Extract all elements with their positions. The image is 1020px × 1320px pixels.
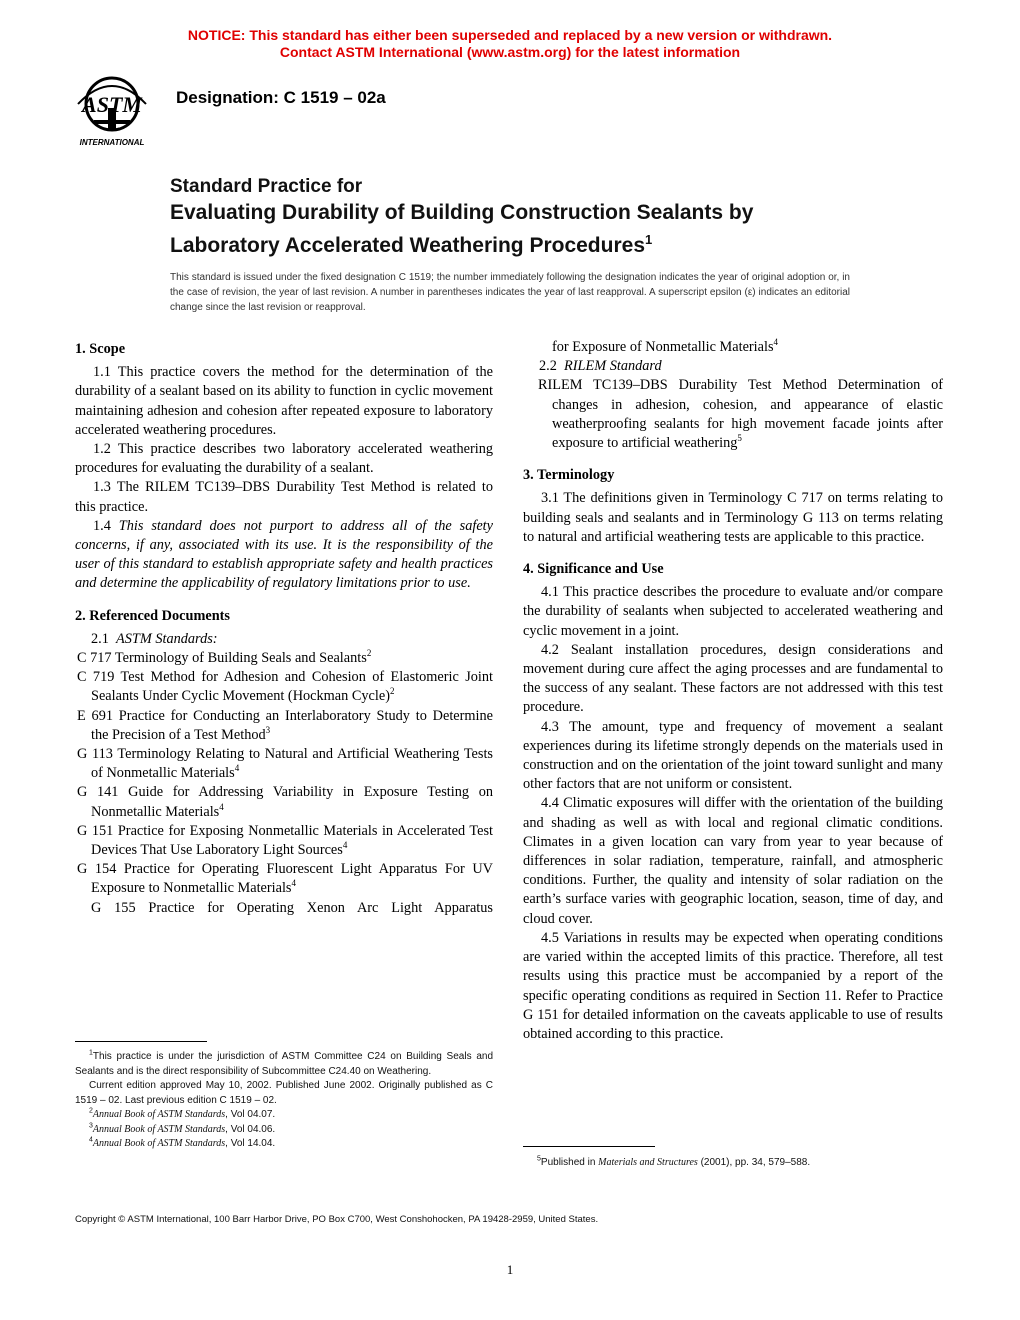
notice-line-2: Contact ASTM International (www.astm.org) for the latest information xyxy=(279,44,741,60)
rilem-number: 2.2 xyxy=(539,358,557,375)
section-heading-scope: 1. Scope xyxy=(75,341,126,357)
reference-text: C 717 Terminology of Building Seals and Sealants xyxy=(77,650,367,667)
astm-standards-number: 2.1 xyxy=(91,630,109,647)
footnote-1 xyxy=(75,1050,493,1079)
section-heading-terminology: 3. Terminology xyxy=(523,467,615,484)
astm-standards-label: ASTM Standards: xyxy=(116,630,218,647)
footnote-5 xyxy=(523,1156,943,1171)
reference-item xyxy=(75,649,493,668)
left-column xyxy=(75,338,493,918)
footnote-3-number: 3 xyxy=(89,1122,93,1130)
footnote-5-italic: Materials and Structures xyxy=(598,1157,698,1168)
rilem-reference-text: RILEM TC139–DBS Durability Test Method Determination of changes in adhesion, cohesion, and appearance of elastic weatherproofing sealants for high movement facade joints after exposure to artificial weathering xyxy=(538,377,943,452)
page-number: 1 xyxy=(506,1262,514,1277)
astm-logo-mark xyxy=(78,78,146,130)
footnote-4-text: , Vol 14.04. xyxy=(225,1138,276,1149)
copyright-notice: Copyright © ASTM International, 100 Barr Harbor Drive, PO Box C700, West Conshohocken, PA 19428-2959, United States. xyxy=(75,1214,599,1225)
footnote-3 xyxy=(75,1123,493,1138)
section-heading-significance: 4. Significance and Use xyxy=(523,561,664,578)
footnote-2-italic: Annual Book of ASTM Standards xyxy=(92,1109,226,1120)
title-line-3 xyxy=(170,226,870,259)
reference-text: G 154 Practice for Operating Fluorescent Light Apparatus For UV Exposure to Nonmetallic Materials xyxy=(77,861,493,897)
issuance-note: This standard is issued under the fixed designation C 1519; the number immediately following the designation indicates the year of original adoption or, in the case of revision, the year of last revision. A number in parentheses indicates the year of last reapproval. A superscript epsilon (ε) indicates an editorial change since the last revision or reapproval. xyxy=(170,272,850,313)
title-line-3-text: Laboratory Accelerated Weathering Procedures xyxy=(170,234,645,257)
footnote-1-number: 1 xyxy=(89,1049,93,1057)
reference-text: G 113 Terminology Relating to Natural and Artificial Weathering Tests of Nonmetallic Materials xyxy=(77,746,493,782)
footnote-4 xyxy=(75,1137,493,1152)
footnote-5-number: 5 xyxy=(537,1155,541,1163)
reference-item xyxy=(75,745,493,783)
reference-text: C 719 Test Method for Adhesion and Cohesion of Elastomeric Joint Sealants Under Cyclic Movement (Hockman Cycle) xyxy=(77,669,493,705)
footnote-2-text: , Vol 04.07. xyxy=(225,1109,276,1120)
paragraph-1-2: 1.2 This practice describes two laboratory accelerated weathering procedures for evaluating the durability of a sealant. xyxy=(75,441,493,477)
paragraph-1-3: 1.3 The RILEM TC139–DBS Durability Test Method is related to this practice. xyxy=(75,479,493,515)
title-line-2: Evaluating Durability of Building Construction Sealants by xyxy=(170,201,754,224)
document-title xyxy=(170,175,870,259)
rilem-reference xyxy=(523,376,943,453)
reference-footnote-ref: 2 xyxy=(366,648,372,659)
reference-footnote-ref: 2 xyxy=(389,686,395,697)
reference-item xyxy=(75,783,493,821)
astm-standards-subheading xyxy=(75,630,493,649)
footnote-3-italic: Annual Book of ASTM Standards xyxy=(92,1123,226,1135)
notice-line-1: NOTICE: This standard has either been superseded and replaced by a new version or withdrawn. xyxy=(187,27,833,43)
paragraph-4-3: 4.3 The amount, type and frequency of movement a sealant experiences during its lifetime strongly depends on the materials used in construction and on the orientation of the joint toward sunlight and many other factors that are not uniform or consistent. xyxy=(523,718,943,793)
g155-continued-text: for Exposure of Nonmetallic Materials xyxy=(552,339,774,355)
rilem-label: RILEM Standard xyxy=(564,358,662,375)
reference-text: G 141 Guide for Addressing Variability in Exposure Testing on Nonmetallic Materials xyxy=(77,784,493,820)
footnote-3-text: , Vol 04.06. xyxy=(225,1123,276,1135)
reference-item xyxy=(75,822,493,860)
reference-footnote-ref: 4 xyxy=(219,801,224,812)
reference-item xyxy=(75,668,493,706)
rilem-footnote-ref: 5 xyxy=(737,433,742,444)
paragraph-1-4-number: 1.4 xyxy=(93,517,111,534)
footnote-4-italic: Annual Book of ASTM Standards xyxy=(92,1138,226,1149)
reference-item-g155-start: G 155 Practice for Operating Xenon Arc Light Apparatus xyxy=(91,899,493,916)
footnote-2 xyxy=(75,1108,493,1123)
reference-footnote-ref: 4 xyxy=(234,763,240,774)
footnote-5-prefix: Published in xyxy=(540,1157,599,1168)
paragraph-1-1: 1.1 This practice covers the method for the determination of the durability of a sealant based on its ability to function in cyclic movement maintaining adhesion and cohesion after repeated exposure to laboratory accelerated weathering procedures. xyxy=(75,364,493,438)
title-line-1: Standard Practice for xyxy=(170,176,363,197)
reference-footnote-ref: 3 xyxy=(265,725,271,736)
title-footnote-ref: 1 xyxy=(645,232,653,247)
footnote-1-continued: Current edition approved May 10, 2002. Published June 2002. Originally published as C 1519 – 02. Last previous edition C 1519 – 02. xyxy=(75,1080,493,1106)
reference-item xyxy=(75,860,493,898)
right-footnotes xyxy=(523,1156,943,1171)
section-heading-referenced-documents: 2. Referenced Documents xyxy=(75,607,230,624)
paragraph-4-1: 4.1 This practice describes the procedure to evaluate and/or compare the durability of sealants when subjected to accelerated weathering and cyclic movement in a joint. xyxy=(523,584,943,639)
rilem-subheading xyxy=(523,357,943,376)
paragraph-4-5: 4.5 Variations in results may be expected when operating conditions are varied within the accepted limits of this practice. Therefore, all test results using this practice must be accompanied by a report of the specific operating conditions as required in Section 11. Refer to Practice G 151 for detailed information on the caveats applicable to use of results obtained according to this practice. xyxy=(523,929,943,1042)
logo-label: INTERNATIONAL xyxy=(79,138,145,147)
astm-logo xyxy=(64,74,160,148)
footnote-5-text: (2001), pp. 34, 579–588. xyxy=(697,1157,811,1168)
footnote-4-number: 4 xyxy=(89,1136,93,1144)
footnote-1-text: This practice is under the jurisdiction of ASTM Committee C24 on Building Seals and Sealants and is the direct responsibility of Subcommittee C24.40 on Weathering. xyxy=(75,1051,493,1077)
footnote-2-number: 2 xyxy=(89,1107,93,1115)
paragraph-3-1: 3.1 The definitions given in Terminology C 717 on terms relating to building seals and sealants and in Terminology G 113 on terms relating to natural and artificial weathering tests are applicable to this practice. xyxy=(523,490,943,545)
reference-text: E 691 Practice for Conducting an Interlaboratory Study to Determine the Precision of a Test Method xyxy=(77,707,493,743)
g155-footnote-ref: 4 xyxy=(773,337,779,348)
logo-text: ASTM xyxy=(82,92,142,117)
reference-item xyxy=(75,707,493,745)
reference-text: G 151 Practice for Exposing Nonmetallic Materials in Accelerated Test Devices That Use Laboratory Light Sources xyxy=(77,822,493,859)
reference-item-g155-continued xyxy=(523,338,943,357)
paragraph-1-4-text: This standard does not purport to address all of the safety concerns, if any, associated with its use. It is the responsibility of the user of this standard to establish appropriate safety and health practices and determine the applicability of regulatory limitations prior to use. xyxy=(75,517,493,592)
paragraph-4-2: 4.2 Sealant installation procedures, design considerations and movement during cure affect the aging processes and are fundamental to the success of any sealant. These factors are not addressed with this test procedure. xyxy=(523,641,943,716)
designation: Designation: C 1519 – 02a xyxy=(176,88,386,107)
supersession-notice xyxy=(0,27,1020,61)
left-footnotes xyxy=(75,1050,493,1152)
paragraph-1-4 xyxy=(75,517,493,594)
paragraph-4-4: 4.4 Climatic exposures will differ with the orientation of the building and shading as well as with local and regional climatic conditions. Climates in a given location can vary from year to year because of differences in solar radiation, temperature, rainfall, and atmospheric conditions. Further, the quality and intensity of solar radiation on the earth’s surface varies with geographic location, season, time of day, and cloud cover. xyxy=(523,795,943,927)
right-footnote-rule xyxy=(523,1146,655,1147)
reference-footnote-ref: 4 xyxy=(291,878,296,889)
right-column xyxy=(523,338,943,1044)
left-footnote-rule xyxy=(75,1041,207,1042)
reference-footnote-ref: 4 xyxy=(342,840,348,851)
